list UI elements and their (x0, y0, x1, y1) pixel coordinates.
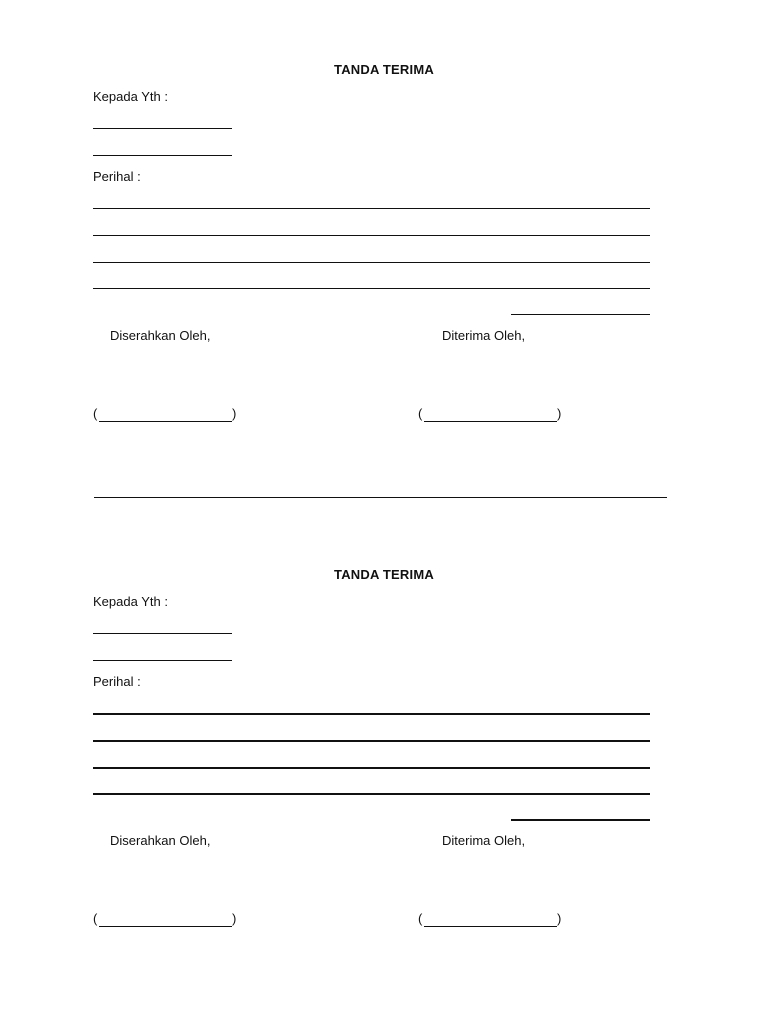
paren-open: ( (93, 911, 98, 926)
receipt-title: TANDA TERIMA (334, 567, 434, 582)
kepada-label: Kepada Yth : (93, 594, 168, 609)
perihal-line-3[interactable] (93, 262, 650, 263)
perihal-label: Perihal : (93, 674, 141, 689)
signature-blank-line (424, 926, 557, 927)
perihal-line-4[interactable] (93, 288, 650, 289)
paren-open: ( (418, 911, 423, 926)
paren-close: ) (232, 406, 237, 421)
date-line[interactable] (511, 314, 650, 315)
cut-line-divider (94, 497, 667, 498)
perihal-line-1[interactable] (93, 208, 650, 209)
paren-open: ( (418, 406, 423, 421)
diserahkan-label: Diserahkan Oleh, (110, 833, 211, 848)
diterima-label: Diterima Oleh, (442, 328, 526, 343)
date-line[interactable] (511, 819, 650, 821)
paren-open: ( (93, 406, 98, 421)
perihal-label: Perihal : (93, 169, 141, 184)
paren-close: ) (557, 911, 562, 926)
receipt-form-1 (0, 0, 768, 440)
signature-blank-line (99, 926, 232, 927)
receipt-title: TANDA TERIMA (334, 62, 434, 77)
perihal-line-4[interactable] (93, 793, 650, 795)
perihal-line-3[interactable] (93, 767, 650, 769)
recipient-line-1[interactable] (93, 633, 232, 634)
perihal-line-2[interactable] (93, 235, 650, 236)
signature-blank-line (424, 421, 557, 422)
receipt-form-2 (0, 505, 768, 945)
recipient-line-1[interactable] (93, 128, 232, 129)
signature-blank-line (99, 421, 232, 422)
perihal-line-1[interactable] (93, 713, 650, 715)
paren-close: ) (557, 406, 562, 421)
diserahkan-label: Diserahkan Oleh, (110, 328, 211, 343)
recipient-line-2[interactable] (93, 660, 232, 661)
kepada-label: Kepada Yth : (93, 89, 168, 104)
paren-close: ) (232, 911, 237, 926)
recipient-line-2[interactable] (93, 155, 232, 156)
diterima-label: Diterima Oleh, (442, 833, 526, 848)
perihal-line-2[interactable] (93, 740, 650, 742)
